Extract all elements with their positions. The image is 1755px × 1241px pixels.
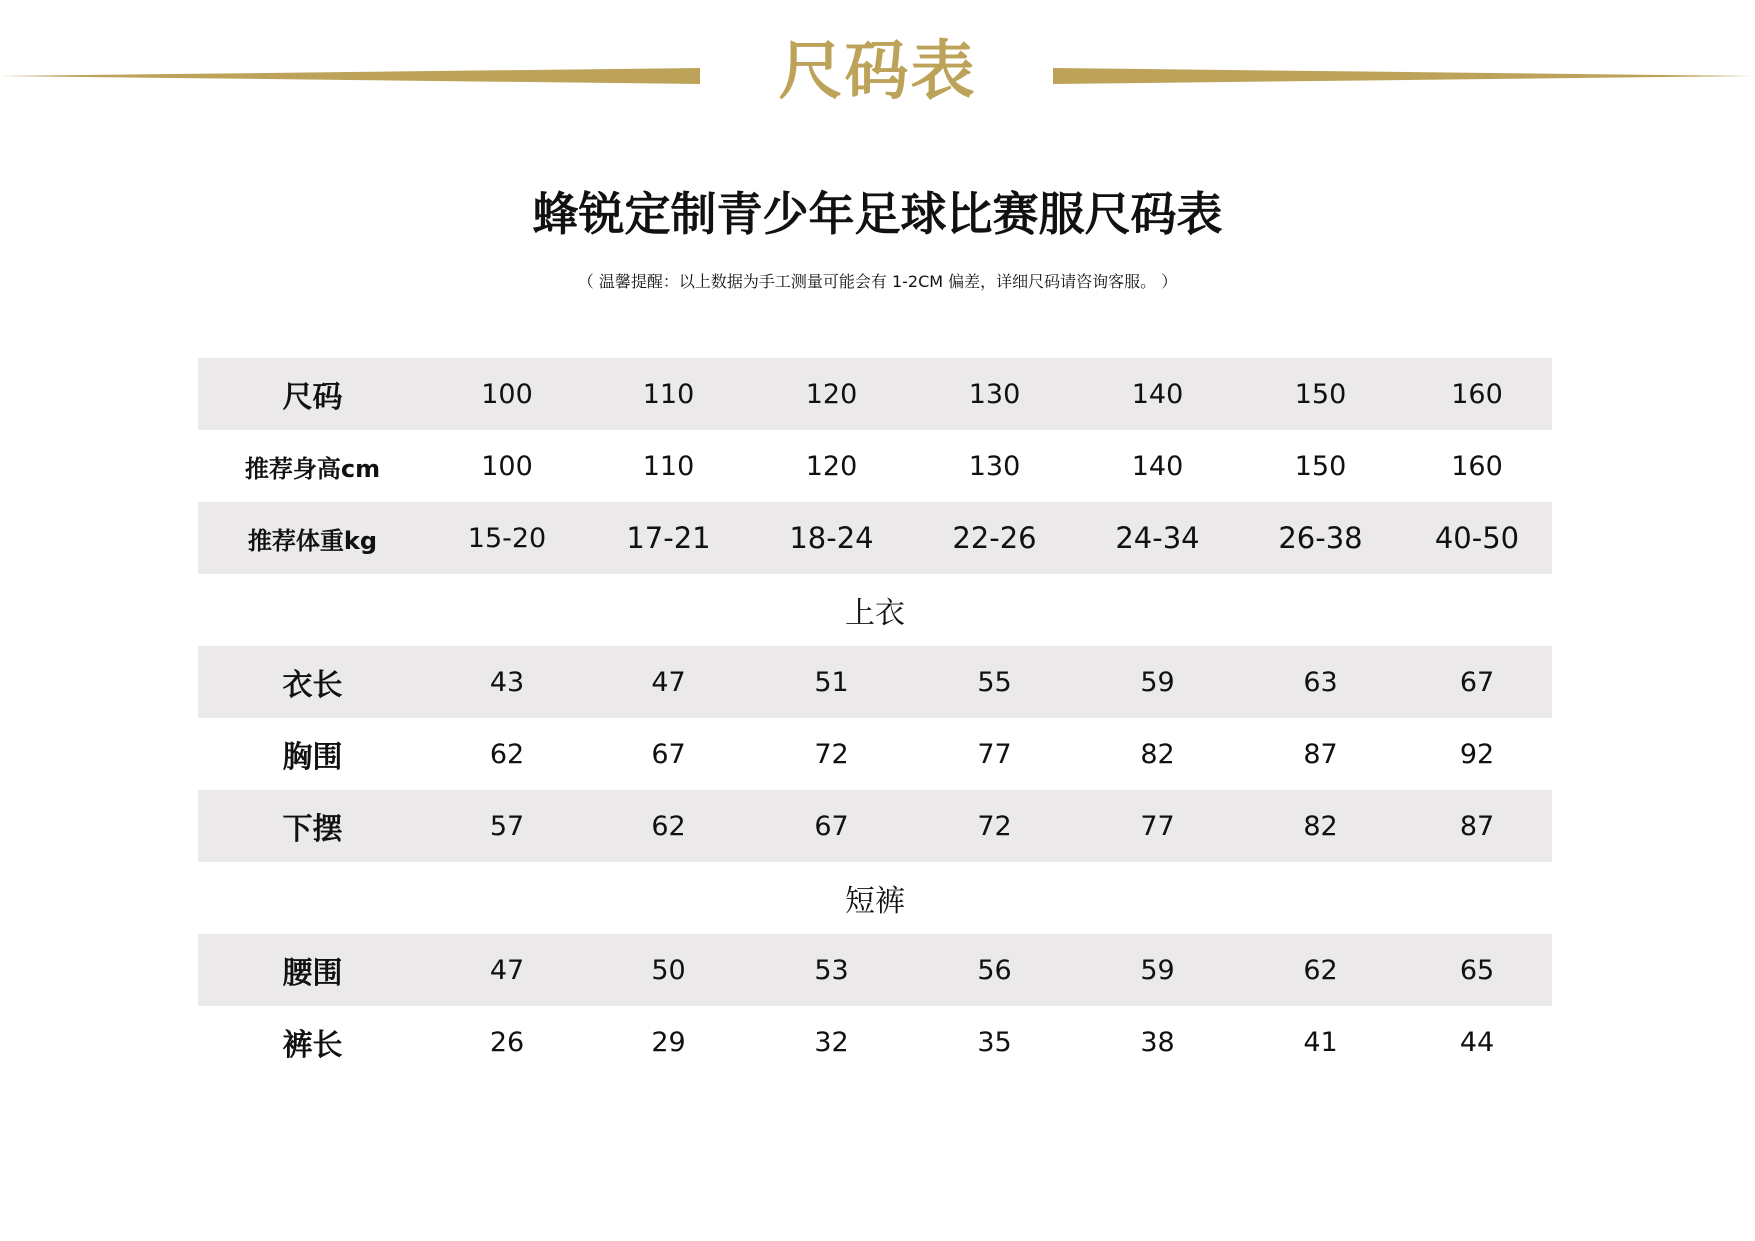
- table-cell: 150: [1239, 358, 1402, 430]
- table-cell: 29: [651, 1026, 686, 1058]
- table-cell: 110: [642, 450, 695, 482]
- table-cell: 18-24: [750, 502, 913, 574]
- table-cell: 72: [913, 790, 1076, 862]
- table-cell: 55: [913, 646, 1076, 718]
- page-title: 蜂锐定制青少年足球比赛服尺码表: [532, 187, 1223, 241]
- table-cell: 65: [1402, 934, 1552, 1006]
- table-cell: 120: [805, 450, 858, 482]
- table-cell: 47: [587, 646, 750, 718]
- section-header-top: [198, 574, 1552, 646]
- table-cell: 77: [977, 738, 1012, 770]
- table-cell: 50: [587, 934, 750, 1006]
- table-cell: 62: [1239, 934, 1402, 1006]
- table-cell: 51: [750, 646, 913, 718]
- measurement-note: （ 温馨提醒：以上数据为手工测量可能会有 1-2CM 偏差，详细尺码请咨询客服。 ）: [577, 272, 1178, 291]
- table-cell: 67: [1402, 646, 1552, 718]
- row-label: 推荐体重kg: [198, 502, 427, 574]
- banner-title: 尺码表: [778, 35, 977, 109]
- table-cell: 92: [1459, 738, 1495, 770]
- table-cell: 44: [1459, 1026, 1495, 1058]
- table-cell: 160: [1451, 450, 1503, 482]
- table-cell: 15-20: [427, 502, 587, 574]
- table-cell: 59: [1076, 934, 1239, 1006]
- table-cell: 62: [489, 738, 525, 770]
- section-header-shorts: [198, 862, 1552, 934]
- table-cell: 72: [814, 738, 849, 770]
- table-row-height: [198, 430, 1552, 502]
- header-banner: [0, 0, 1755, 150]
- table-row-weight: [198, 502, 1552, 574]
- table-row: [198, 646, 1552, 718]
- section-title: 上衣: [845, 596, 905, 631]
- table-cell: 22-26: [913, 502, 1076, 574]
- row-label: 腰围: [198, 934, 427, 1006]
- table-cell: 160: [1402, 358, 1552, 430]
- table-cell: 140: [1131, 450, 1184, 482]
- table-cell: 35: [977, 1026, 1012, 1058]
- table-cell: 150: [1294, 450, 1347, 482]
- table-cell: 47: [427, 934, 587, 1006]
- table-cell: 62: [587, 790, 750, 862]
- section-title: 短裤: [845, 884, 905, 919]
- table-cell: 87: [1402, 790, 1552, 862]
- table-row: [198, 790, 1552, 862]
- table-cell: 77: [1076, 790, 1239, 862]
- size-table: [198, 358, 1552, 1078]
- table-row: [198, 934, 1552, 1006]
- table-cell: 41: [1303, 1026, 1338, 1058]
- table-cell: 17-21: [587, 502, 750, 574]
- table-cell: 82: [1239, 790, 1402, 862]
- table-cell: 53: [750, 934, 913, 1006]
- table-cell: 87: [1303, 738, 1338, 770]
- table-cell: 140: [1076, 358, 1239, 430]
- table-cell: 24-34: [1076, 502, 1239, 574]
- table-cell: 32: [814, 1026, 849, 1058]
- table-cell: 26-38: [1239, 502, 1402, 574]
- row-label: 推荐身高cm: [244, 454, 381, 483]
- table-cell: 82: [1140, 738, 1175, 770]
- table-cell: 38: [1140, 1026, 1175, 1058]
- table-cell: 110: [587, 358, 750, 430]
- table-cell: 67: [750, 790, 913, 862]
- table-cell: 59: [1076, 646, 1239, 718]
- table-cell: 63: [1239, 646, 1402, 718]
- row-label: 下摆: [198, 790, 427, 862]
- table-cell: 100: [481, 450, 533, 482]
- table-cell: 56: [913, 934, 1076, 1006]
- table-cell: 120: [750, 358, 913, 430]
- table-cell: 100: [427, 358, 587, 430]
- table-cell: 67: [651, 738, 686, 770]
- table-row-size: [198, 358, 1552, 430]
- table-cell: 130: [913, 358, 1076, 430]
- row-label: 衣长: [198, 646, 427, 718]
- table-cell: 26: [489, 1026, 525, 1058]
- row-label: 尺码: [198, 358, 427, 430]
- table-cell: 43: [427, 646, 587, 718]
- table-cell: 130: [968, 450, 1021, 482]
- table-cell: 57: [427, 790, 587, 862]
- table-row: [198, 1006, 1552, 1078]
- table-row: [198, 718, 1552, 790]
- table-cell: 40-50: [1402, 502, 1552, 574]
- row-label: 裤长: [282, 1028, 343, 1063]
- row-label: 胸围: [282, 740, 343, 775]
